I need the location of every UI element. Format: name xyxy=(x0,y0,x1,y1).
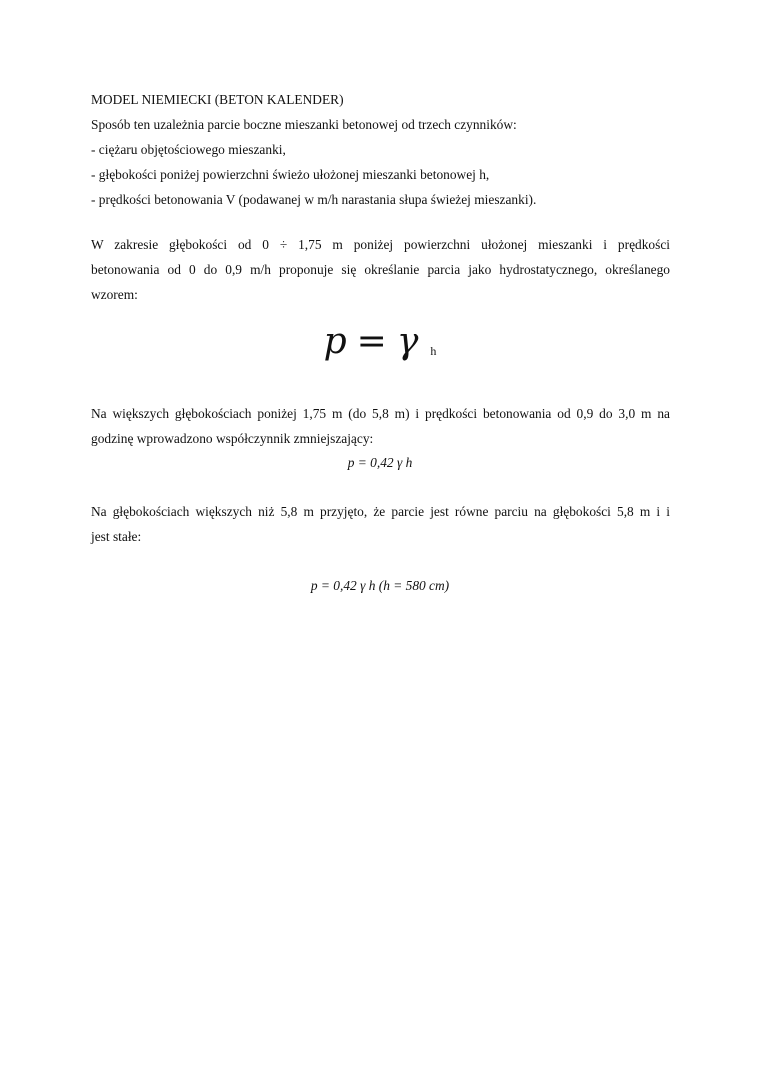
factor-item: - ciężaru objętościowego mieszanki, xyxy=(91,142,286,157)
paragraph-line: Na większych głębokościach poniżej 1,75 m (do 5,8 m) i prędkości betonowania od 0,9 do 3,0 m na xyxy=(91,406,670,421)
formula-reduction: p = 0,42 γ h xyxy=(347,455,413,470)
paragraph-hydrostatic xyxy=(91,232,670,307)
formula-gamma: γ xyxy=(396,321,419,362)
formula-constant: p = 0,42 γ h (h = 580 cm) xyxy=(310,578,450,593)
factor-item: - głębokości poniżej powierzchni świeżo ułożonej mieszanki betonowej h, xyxy=(91,167,490,182)
intro-text: Sposób ten uzależnia parcie boczne mieszanki betonowej od trzech czynników: xyxy=(91,117,517,132)
paragraph-line: Na głębokościach większych niż 5,8 m przyjęto, że parcie jest równe parciu na głębokości 5,8 m i i xyxy=(91,504,670,519)
formula-hydrostatic xyxy=(0,318,760,375)
paragraph-line: jest stałe: xyxy=(91,529,142,544)
paragraph-line: wzorem: xyxy=(91,287,138,302)
document-title: MODEL NIEMIECKI (BETON KALENDER) xyxy=(91,92,344,107)
paragraph-line: betonowania od 0 do 0,9 m/h proponuje się określanie parcia jako hydrostatycznego, określanego xyxy=(91,262,670,277)
intro-section xyxy=(91,87,670,212)
formula-equals: = xyxy=(356,321,387,362)
paragraph-line: godzinę wprowadzono współczynnik zmniejszający: xyxy=(91,431,374,446)
paragraph-reduction xyxy=(91,401,670,451)
formula-subscript: h xyxy=(430,344,437,358)
formula-lhs: p xyxy=(323,321,347,362)
paragraph-line: W zakresie głębokości od 0 ÷ 1,75 m poniżej powierzchni ułożonej mieszanki i prędkości xyxy=(91,237,670,252)
factor-item: - prędkości betonowania V (podawanej w m/h narastania słupa świeżej mieszanki). xyxy=(91,192,537,207)
paragraph-constant xyxy=(91,499,670,549)
